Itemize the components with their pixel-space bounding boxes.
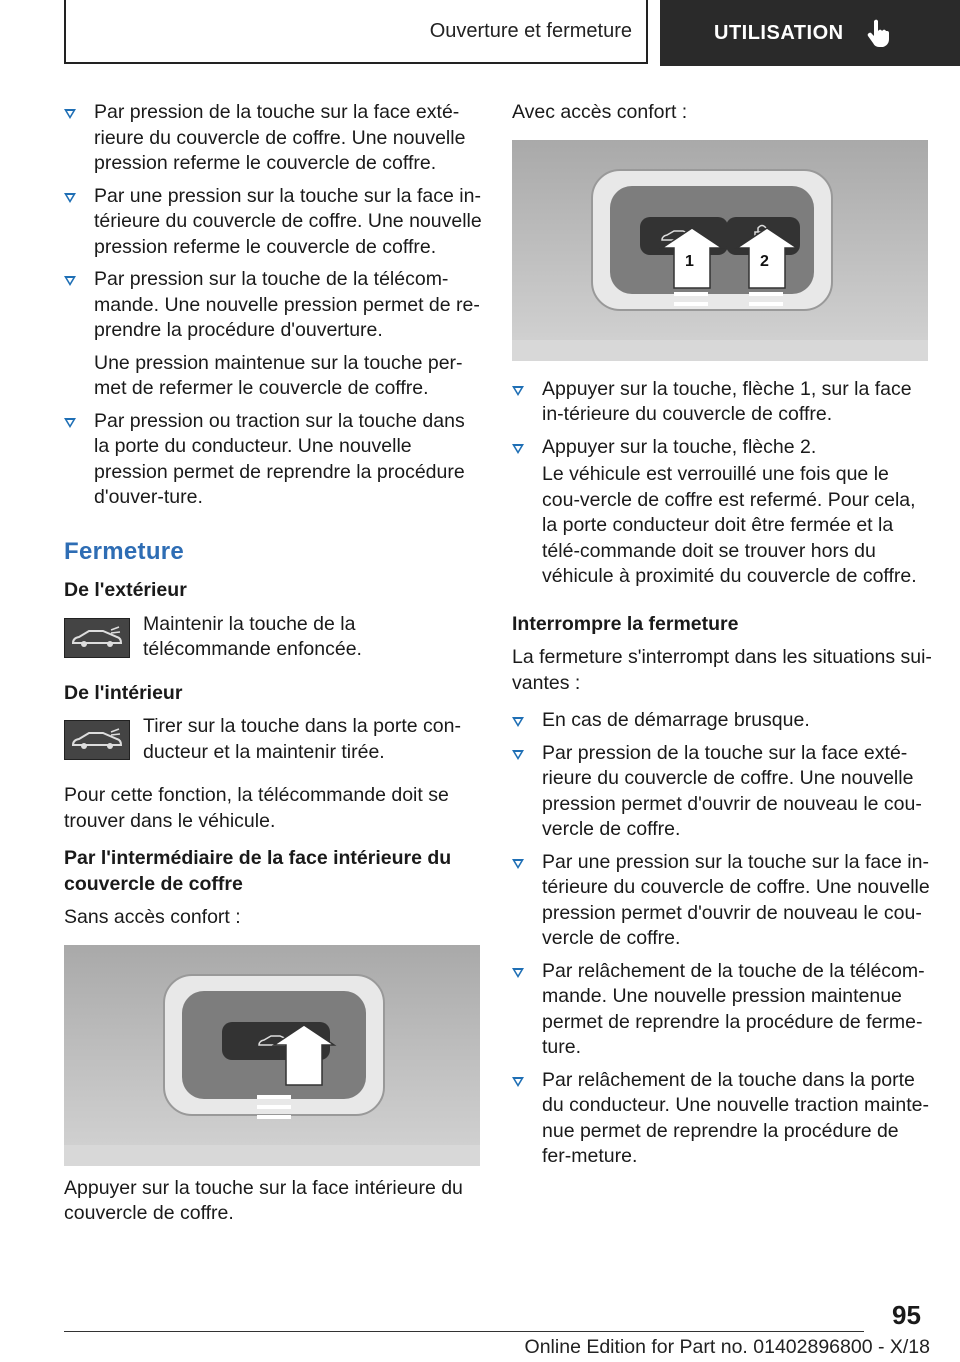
list-item: En cas de démarrage brusque. xyxy=(512,708,932,734)
with-comfort-label: Avec accès confort : xyxy=(512,101,688,123)
header-section-title-box xyxy=(64,0,648,64)
list-item: Par pression de la touche sur la face exté-rieure du couvercle de coffre. Une nouvelle pression referme le couvercle de coffre. xyxy=(64,100,482,177)
right-column xyxy=(512,100,932,1177)
list-item: Par pression de la touche sur la face exté-rieure du couvercle de coffre. Une nouvelle pression permet d'ouvrir de nouveau le cou-vercle de coffre. xyxy=(512,741,932,843)
list-sub-paragraph: Le véhicule est verrouillé une fois que le cou-vercle de coffre est refermé. Pour cela, la porte conducteur doit être fermée et la télé-commande doit se trouver hors du véhicule à proximité du couvercle de coffre. xyxy=(542,463,917,587)
page-number: 95 xyxy=(892,1300,921,1330)
interrupt-list xyxy=(512,708,932,1170)
bullet-triangle-icon xyxy=(512,1077,524,1087)
bullet-triangle-icon xyxy=(512,717,524,727)
section-heading: Fermeture xyxy=(64,537,185,565)
edition-note: Online Edition for Part no. 01402896800 - X/18 xyxy=(524,1336,930,1358)
interior-text: Tirer sur la touche dans la porte con-ducteur et la maintenir tirée. xyxy=(143,715,461,763)
bullet-triangle-icon xyxy=(512,386,524,396)
exterior-instruction xyxy=(64,612,482,663)
arrow-label-2: 2 xyxy=(760,252,769,270)
trunk-button-photo-double xyxy=(512,140,928,361)
list-sub-paragraph: Une pression maintenue sur la touche per-met de refermer le couvercle de coffre. xyxy=(94,351,463,399)
without-comfort-label: Sans accès confort : xyxy=(64,906,241,928)
list-item: Appuyer sur la touche, flèche 2. xyxy=(512,435,932,461)
photo-caption: Appuyer sur la touche sur la face intérieure du couvercle de coffre. xyxy=(64,1176,463,1224)
opening-methods-list xyxy=(64,100,482,344)
remote-note: Pour cette fonction, la télécommande doit se trouver dans le véhicule. xyxy=(64,784,449,832)
bullet-triangle-icon xyxy=(512,968,524,978)
exterior-heading: De l'extérieur xyxy=(64,579,187,601)
list-item: Par une pression sur la touche sur la face in-térieure du couvercle de coffre. Une nouvelle pression referme le couvercle de coffre. xyxy=(64,184,482,261)
list-item: Par relâchement de la touche de la télécom-mande. Une nouvelle pression maintenue permet de reprendre la procédure de ferme-ture. xyxy=(512,959,932,1061)
list-item: Appuyer sur la touche, flèche 1, sur la face in-térieure du couvercle de coffre. xyxy=(512,377,932,428)
interior-heading: De l'intérieur xyxy=(64,681,183,704)
bullet-triangle-icon xyxy=(64,418,76,428)
pointing-hand-icon xyxy=(866,18,892,48)
bullet-triangle-icon xyxy=(512,859,524,869)
interrupt-intro: La fermeture s'interrompt dans les situations sui-vantes : xyxy=(512,646,932,694)
chapter-tab[interactable] xyxy=(660,0,960,66)
trunk-close-icon xyxy=(64,618,130,658)
footer-divider xyxy=(64,1331,864,1332)
list-item: Par pression sur la touche de la télécom-mande. Une nouvelle pression permet de re-prendre la procédure d'ouverture. xyxy=(64,267,482,344)
comfort-steps-list xyxy=(512,377,932,461)
interior-instruction xyxy=(64,714,482,765)
inner-face-heading: Par l'intermédiaire de la face intérieure du couvercle de coffre xyxy=(64,847,452,895)
list-item: Par pression ou traction sur la touche dans la porte du conducteur. Une nouvelle pression permet de reprendre la procédure d'ouver-ture. xyxy=(64,409,482,511)
chapter-title: UTILISATION xyxy=(714,21,844,44)
left-column xyxy=(64,100,482,1239)
arrow-label-1: 1 xyxy=(685,252,694,270)
exterior-text: Maintenir la touche de la télécommande enfoncée. xyxy=(143,612,362,660)
opening-methods-list-cont xyxy=(64,409,482,511)
trunk-button-photo-single xyxy=(64,945,480,1166)
bullet-triangle-icon xyxy=(64,109,76,119)
bullet-triangle-icon xyxy=(64,276,76,286)
list-item: Par une pression sur la touche sur la face in-térieure du couvercle de coffre. Une nouvelle pression permet d'ouvrir de nouveau le cou-vercle de coffre. xyxy=(512,850,932,952)
bullet-triangle-icon xyxy=(512,444,524,454)
bullet-triangle-icon xyxy=(512,750,524,760)
bullet-triangle-icon xyxy=(64,193,76,203)
list-item: Par relâchement de la touche dans la porte du conducteur. Une nouvelle traction mainte-nue permet de reprendre la procédure de fer-meture. xyxy=(512,1068,932,1170)
trunk-close-icon xyxy=(64,720,130,760)
interrupt-heading: Interrompre la fermeture xyxy=(512,612,739,635)
section-title: Ouverture et fermeture xyxy=(429,19,632,42)
